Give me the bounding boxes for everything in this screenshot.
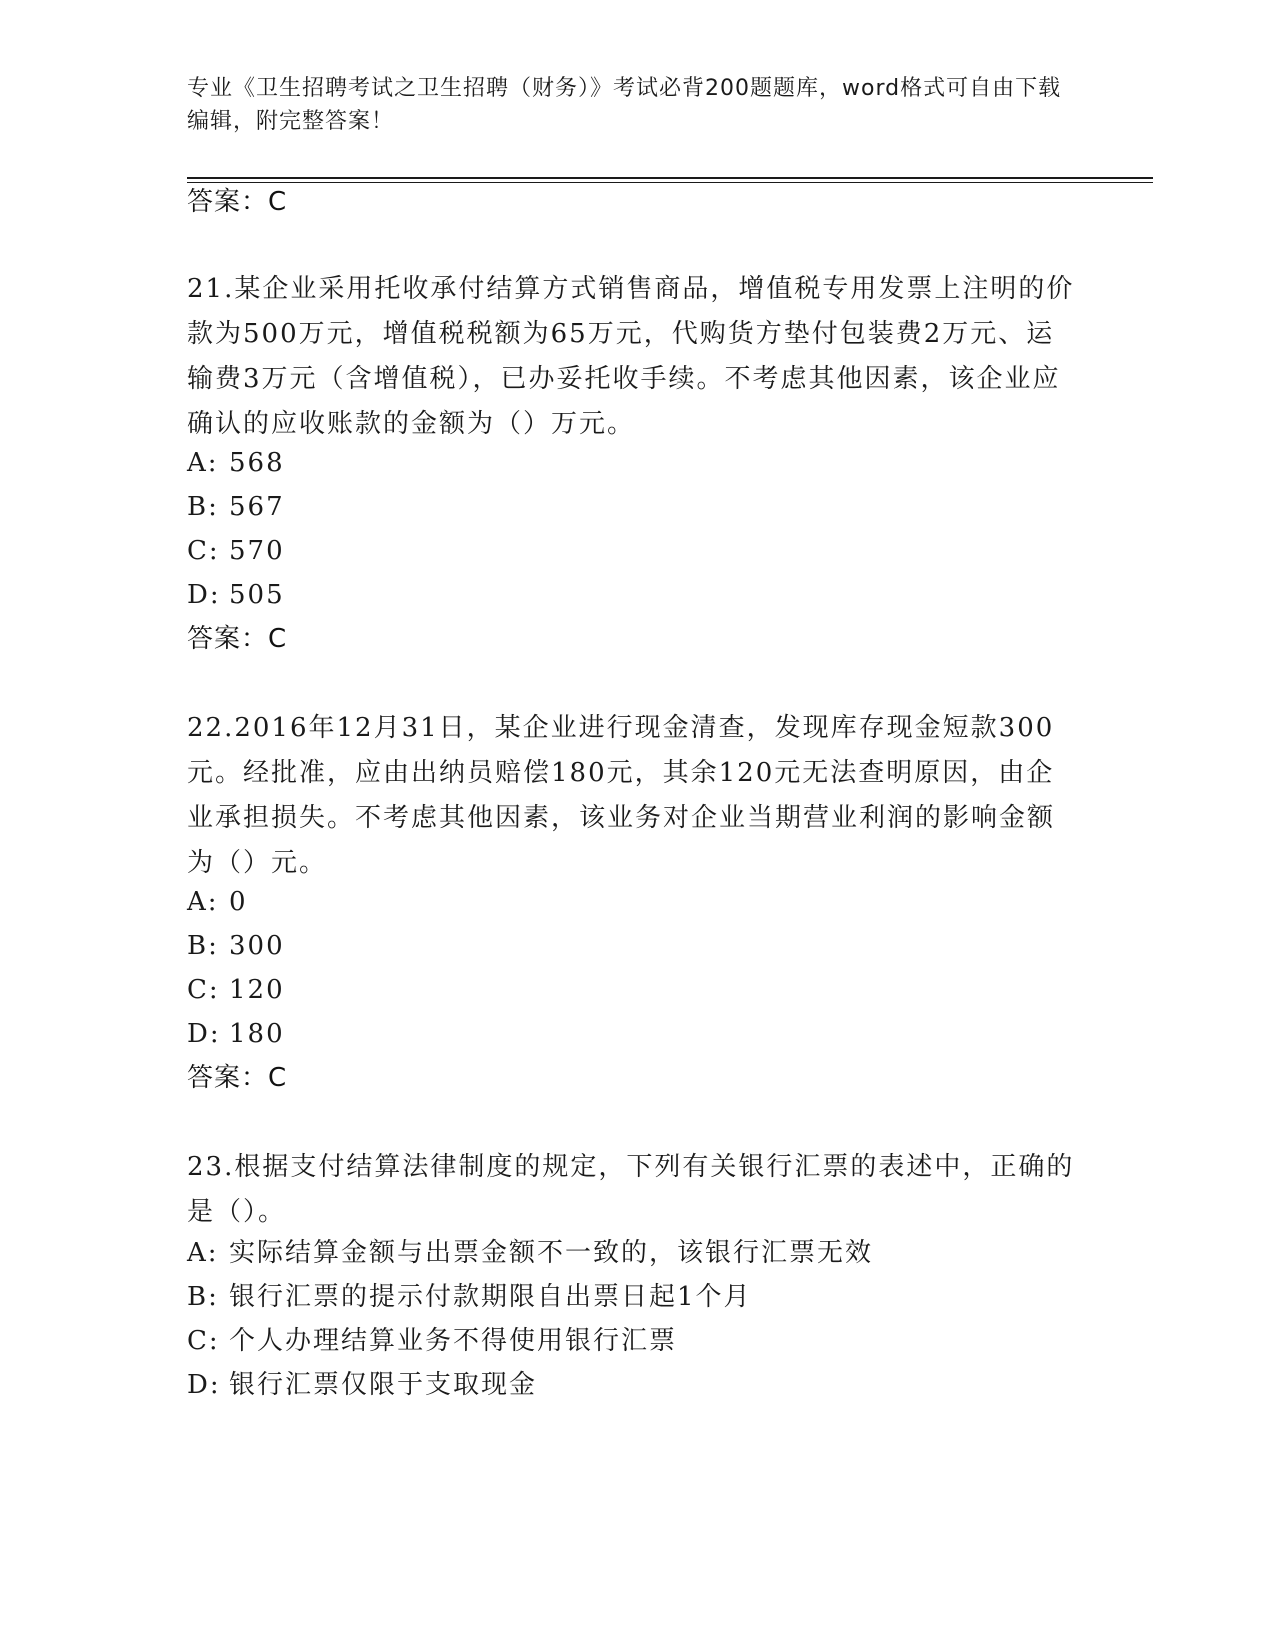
option-text: 180	[229, 1019, 285, 1049]
option-letter: D:	[187, 580, 221, 610]
option-text: 银行汇票的提示付款期限自出票日起1个月	[229, 1282, 752, 1312]
header-divider-thick	[187, 177, 1153, 179]
question-22-option-c	[187, 970, 285, 1010]
question-23-option-b	[187, 1277, 752, 1317]
header-divider-thin	[187, 182, 1153, 183]
option-letter: C:	[187, 1326, 220, 1356]
option-text: 0	[229, 887, 248, 917]
option-text: 505	[229, 580, 285, 610]
question-21-answer: 答案：C	[187, 624, 288, 654]
option-letter: A:	[187, 448, 219, 478]
option-letter: A:	[187, 887, 219, 917]
option-letter: B:	[187, 931, 219, 961]
question-22-stem: 22.2016年12月31日，某企业进行现金清查，发现库存现金短款300元。经批准，应由出纳员赔偿180元，其余120元无法查明原因，由企业承担损失。不考虑其他因素，该业务对企业当期营业利润的影响金额为（）元。	[187, 713, 1056, 878]
option-text: 568	[229, 448, 285, 478]
option-text: 120	[229, 975, 285, 1005]
option-letter: D:	[187, 1370, 221, 1400]
question-22-option-a	[187, 882, 248, 922]
question-23-option-a	[187, 1233, 873, 1273]
option-text: 567	[229, 492, 285, 522]
option-letter: D:	[187, 1019, 221, 1049]
option-text: 300	[229, 931, 285, 961]
question-22-option-b	[187, 926, 285, 966]
question-23-option-c	[187, 1321, 677, 1361]
option-text: 个人办理结算业务不得使用银行汇票	[229, 1326, 678, 1356]
option-text: 银行汇票仅限于支取现金	[229, 1370, 538, 1400]
previous-answer: 答案：C	[187, 187, 288, 217]
question-22-answer: 答案：C	[187, 1063, 288, 1093]
option-letter: C:	[187, 536, 220, 566]
question-21-option-c	[187, 531, 285, 571]
option-letter: B:	[187, 492, 219, 522]
question-22-option-d	[187, 1014, 285, 1054]
question-23-option-d	[187, 1365, 537, 1405]
option-letter: A:	[187, 1238, 219, 1268]
question-21-option-d	[187, 575, 285, 615]
question-21-option-b	[187, 487, 285, 527]
question-21-option-a	[187, 443, 285, 483]
option-text: 570	[229, 536, 285, 566]
option-text: 实际结算金额与出票金额不一致的，该银行汇票无效	[229, 1238, 874, 1268]
option-letter: C:	[187, 975, 220, 1005]
document-header: 专业《卫生招聘考试之卫生招聘（财务）》考试必背200题题库，word格式可自由下载编辑，附完整答案！	[187, 76, 1062, 134]
question-23-stem: 23.根据支付结算法律制度的规定，下列有关银行汇票的表述中，正确的是（）。	[187, 1152, 1075, 1227]
question-21-stem: 21.某企业采用托收承付结算方式销售商品，增值税专用发票上注明的价款为500万元，增值税税额为65万元，代购货方垫付包装费2万元、运输费3万元（含增值税），已办妥托收手续。不考虑其他因素，该企业应确认的应收账款的金额为（）万元。	[187, 274, 1075, 439]
option-letter: B:	[187, 1282, 219, 1312]
